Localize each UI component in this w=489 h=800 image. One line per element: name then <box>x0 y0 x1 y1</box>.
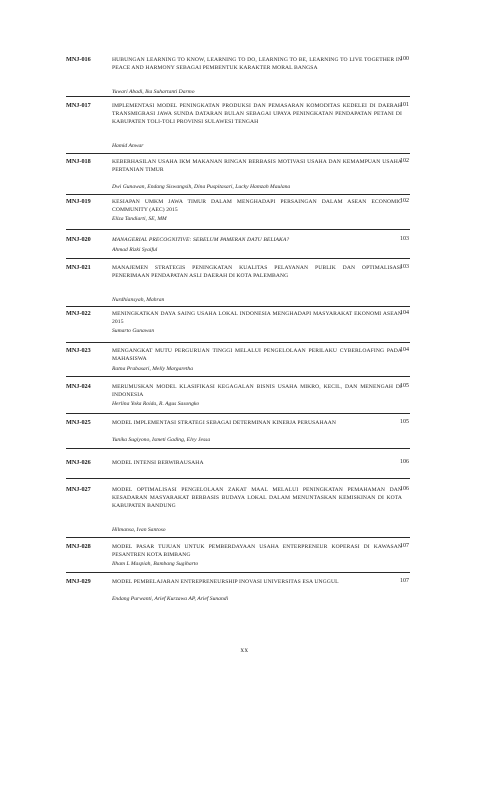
entry-title: MENINGKATKAN DAYA SAING USAHA LOKAL INDONESIA MENGHADAPI MASYARAKAT EKONOMI ASEAN 2015 <box>112 311 402 325</box>
entry-code: MNJ-029 <box>66 578 91 585</box>
entry-page: 103 <box>400 264 409 270</box>
divider <box>66 229 110 230</box>
entry-page: 104 <box>400 347 409 353</box>
entry-title: HUBUNGAN LEARNING TO KNOW, LEARNING TO DO, LEARNING TO BE, LEARNING TO LIVE TOGETHER IN PEACE AND HARMONY SEBAGAI PEMBENTUK KARAKTER MORAL BANGSA <box>112 57 402 71</box>
entry-code: MNJ-022 <box>66 310 91 317</box>
entry-code: MNJ-021 <box>66 264 91 271</box>
entry-authors: Nurdhiansyah, Mahran <box>112 297 165 303</box>
entry-authors: Sumarto Gunawan <box>112 328 155 334</box>
divider <box>110 376 410 377</box>
entry-code: MNJ-016 <box>66 56 91 63</box>
entry-page: 101 <box>400 102 409 108</box>
entry-title: MANAJEMEN STRATEGIS PENINGKATAN KUALITAS PELAYANAN PUBLIK DAN OPTIMALISASI PENERIMAAN PENDAPATAN ASLI DAERAH DI KOTA PALEMBANG <box>112 265 402 279</box>
divider <box>110 96 410 97</box>
divider <box>110 229 410 230</box>
entry-page: 102 <box>400 198 409 204</box>
page-number: xx <box>240 646 249 654</box>
divider <box>110 537 410 538</box>
entry-authors: Hilmansa, Ivan Santoso <box>112 527 166 533</box>
divider <box>66 258 110 259</box>
entry-code: MNJ-025 <box>66 419 91 426</box>
entry-authors: Hamid Anwar <box>112 143 144 149</box>
divider <box>110 342 410 343</box>
entry-title: MODEL INTENSI BERWIRAUSAHA <box>112 460 204 466</box>
entry-title: KESIAPAN UMKM JAWA TIMUR DALAM MENGHADAPI PERSAINGAN DALAM ASEAN ECONOMIC COMMUNITY (AEC) 2015 <box>112 199 402 213</box>
entry-page: 100 <box>400 56 409 62</box>
divider <box>110 153 410 154</box>
entry-code: MNJ-018 <box>66 158 91 165</box>
entry-page: 107 <box>400 578 409 584</box>
entry-title: MODEL PASAR TUJUAN UNTUK PEMBERDAYAAN USAHA ENTERPRENEUR KOPERASI DI KAWASAN PESANTREN KOTA BIMBANG <box>112 544 402 558</box>
entry-page: 106 <box>400 486 409 492</box>
entry-authors: Dwi Gunawan, Endang Siswangsih, Dina Puspitasari, Lucky Hamzah Maulana <box>112 184 291 190</box>
entry-code: MNJ-023 <box>66 347 91 354</box>
entry-page: 105 <box>400 383 409 389</box>
divider <box>66 537 110 538</box>
entry-title: MODEL PEMBELAJARAN ENTREPRENEURSHIP INOVASI UNIVERSITAS ESA UNGGUL <box>112 579 339 585</box>
entry-title: MANAGERIAL PRECOGNITIVE: SEBELUM PAMERAN DATU BELIAKA? <box>112 237 290 243</box>
entry-title: MODEL OPTIMALISASI PENGELOLAAN ZAKAT MAAL MELALUI PENINGKATAN PEMAHAMAN DAN KESADARAN MASYARAKAT BERBASIS BUDAYA LOKAL DALAM MENUNTASKAN KEMISKINAN DI KOTA KABUPATEN BANDUNG <box>112 487 402 509</box>
entry-code: MNJ-019 <box>66 198 91 205</box>
entry-authors: Ahmad Rizki Syaiful <box>112 247 158 253</box>
entry-page: 103 <box>400 236 409 242</box>
divider <box>66 153 110 154</box>
divider <box>66 572 110 573</box>
divider <box>110 478 410 479</box>
divider <box>66 376 110 377</box>
divider <box>110 306 410 307</box>
divider <box>66 306 110 307</box>
entry-title: MENGANGKAT MUTU PERGURUAN TINGGI MELALUI PENGELOLAAN PERILAKU CYBERLOAFING PADA MAHASISWA <box>112 348 402 362</box>
entry-code: MNJ-026 <box>66 459 91 466</box>
entry-title: IMPLEMENTASI MODEL PENINGKATAN PRODUKSI DAN PEMASARAN KOMODITAS KEDELEI DI DAERAH TRANSMIGRASI JAWA SUNDA DATARAN BULAN SEBAGAI UPAYA PENINGKATAN PENDAPATAN PETANI DI KABUPATEN TOLI-TOLI PROVINSI SULAWESI TENGAH <box>112 103 402 125</box>
entry-page: 104 <box>400 310 409 316</box>
divider <box>110 258 410 259</box>
entry-title: KEBERHASILAN USAHA IKM MAKANAN RINGAN BERBASIS MOTIVASI USAHA DAN KEMAMPUAN USAHA PERTANIAN TIMUR <box>112 159 402 173</box>
entry-authors: Yuwari Abadi, Ika Suhartanti Darmo <box>112 89 195 95</box>
entry-authors: Endang Purwanti, Arief Kurzawa AP, Arief Sunandi <box>112 596 229 602</box>
entry-page: 106 <box>400 459 409 465</box>
divider <box>66 413 110 414</box>
entry-code: MNJ-017 <box>66 102 91 109</box>
entry-title: MERUMUSKAN MODEL KLASIFIKASI KEGAGALAN BISNIS USAHA MIKRO, KECIL, DAN MENENGAH DI INDONESIA <box>112 384 402 398</box>
divider <box>110 572 410 573</box>
entry-page: 102 <box>400 158 409 164</box>
entry-code: MNJ-024 <box>66 383 91 390</box>
entry-code: MNJ-027 <box>66 486 91 493</box>
entry-authors: Ilham L Maspiah, Bambang Sugiharto <box>112 561 199 567</box>
entry-authors: Eliza Tandiarti, SE, MM <box>112 216 167 222</box>
divider <box>66 194 110 195</box>
entry-authors: Yunika Sugiyono, Ismeti Gading, Elvy Jessa <box>112 437 211 443</box>
entry-title: MODEL IMPLEMENTASI STRATEGI SEBAGAI DETERMINAN KINERJA PERUSAHAAN <box>112 420 336 426</box>
entry-page: 107 <box>400 543 409 549</box>
entry-page: 105 <box>400 419 409 425</box>
divider <box>66 96 110 97</box>
entry-code: MNJ-020 <box>66 236 91 243</box>
entry-code: MNJ-028 <box>66 543 91 550</box>
divider <box>66 478 110 479</box>
divider <box>110 194 410 195</box>
divider <box>110 448 410 449</box>
divider <box>110 413 410 414</box>
entry-authors: Herlina Yoka Roida, R. Agus Sasongko <box>112 401 200 407</box>
entry-authors: Ratna Prabasari, Melly Margaretha <box>112 366 193 372</box>
divider <box>66 448 110 449</box>
divider <box>66 342 110 343</box>
